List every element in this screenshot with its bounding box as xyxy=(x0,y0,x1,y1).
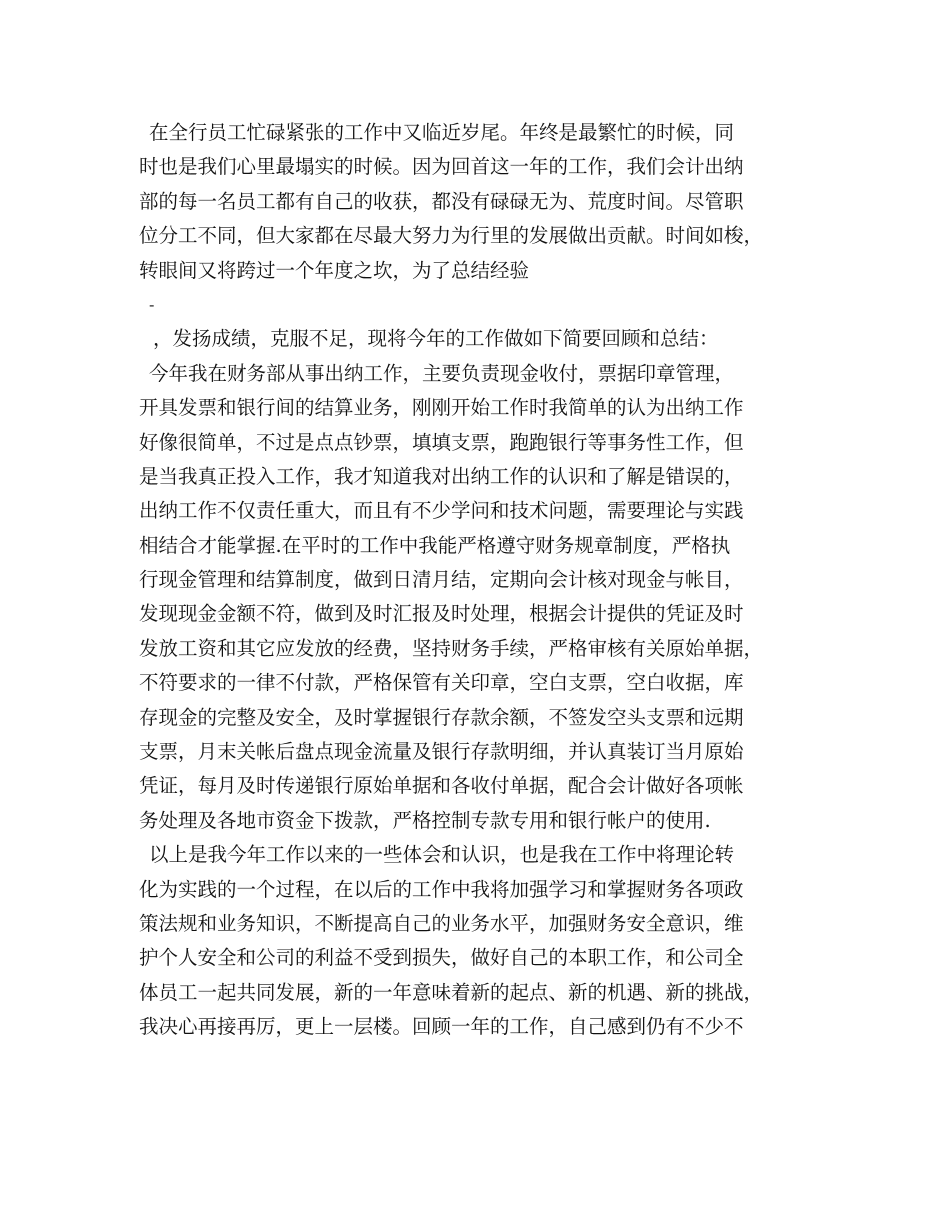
body-line: 存现金的完整及安全，及时掌握银行存款余额，不签发空头支票和远期 xyxy=(139,705,744,729)
body-line: 支票，月末关帐后盘点现金流量及银行存款明细，并认真装订当月原始 xyxy=(139,740,744,764)
body-line: 不符要求的一律不付款，严格保管有关印章，空白支票，空白收据，库 xyxy=(139,671,744,695)
body-line: 转眼间又将跨过一个年度之坎，为了总结经验 xyxy=(139,258,530,282)
body-line: 在全行员工忙碌紧张的工作中又临近岁尾。年终是最繁忙的时候，同 xyxy=(149,121,735,144)
body-line: ，发扬成绩，克服不足，现将今年的工作做如下简要回顾和总结： xyxy=(153,327,719,351)
body-line: 以上是我今年工作以来的一些体会和认识，也是我在工作中将理论转 xyxy=(149,843,735,867)
body-line: 行现金管理和结算制度，做到日清月结，定期向会计核对现金与帐目， xyxy=(139,568,744,592)
body-line: 我决心再接再厉，更上一层楼。回顾一年的工作，自己感到仍有不少不 xyxy=(139,1015,744,1039)
body-line: 发放工资和其它应发放的经费，坚持财务手续，严格审核有关原始单据， xyxy=(139,636,764,660)
body-line: 发现现金金额不符，做到及时汇报及时处理，根据会计提供的凭证及时 xyxy=(139,602,744,626)
dash-separator: - xyxy=(149,294,155,314)
body-line: 是当我真正投入工作，我才知道我对出纳工作的认识和了解是错误的， xyxy=(139,464,744,488)
body-line: 策法规和业务知识，不断提高自己的业务水平，加强财务安全意识，维 xyxy=(139,911,744,935)
body-line: 凭证，每月及时传递银行原始单据和各收付单据，配合会计做好各项帐 xyxy=(139,774,744,798)
body-line: 护个人安全和公司的利益不受到损失，做好自己的本职工作，和公司全 xyxy=(139,946,744,970)
body-line: 体员工一起共同发展，新的一年意味着新的起点、新的机遇、新的挑战， xyxy=(139,980,764,1004)
body-line: 今年我在财务部从事出纳工作，主要负责现金收付，票据印章管理， xyxy=(149,361,735,385)
body-line: 好像很简单，不过是点点钞票，填填支票，跑跑银行等事务性工作，但 xyxy=(139,430,744,454)
body-line: 位分工不同，但大家都在尽最大努力为行里的发展做出贡献。时间如梭， xyxy=(139,224,764,248)
body-line: 时也是我们心里最塌实的时候。因为回首这一年的工作，我们会计出纳 xyxy=(139,155,744,179)
body-line: 出纳工作不仅责任重大，而且有不少学问和技术问题，需要理论与实践 xyxy=(139,499,744,523)
body-line: 开具发票和银行间的结算业务，刚刚开始工作时我简单的认为出纳工作 xyxy=(139,396,744,420)
body-line: 部的每一名员工都有自己的收获，都没有碌碌无为、荒度时间。尽管职 xyxy=(139,189,744,213)
body-line: 化为实践的一个过程，在以后的工作中我将加强学习和掌握财务各项政 xyxy=(139,877,744,901)
body-line: 相结合才能掌握.在平时的工作中我能严格遵守财务规章制度，严格执 xyxy=(139,533,731,557)
document-body xyxy=(139,116,829,1045)
body-line: 务处理及各地市资金下拨款，严格控制专款专用和银行帐户的使用. xyxy=(139,808,711,832)
